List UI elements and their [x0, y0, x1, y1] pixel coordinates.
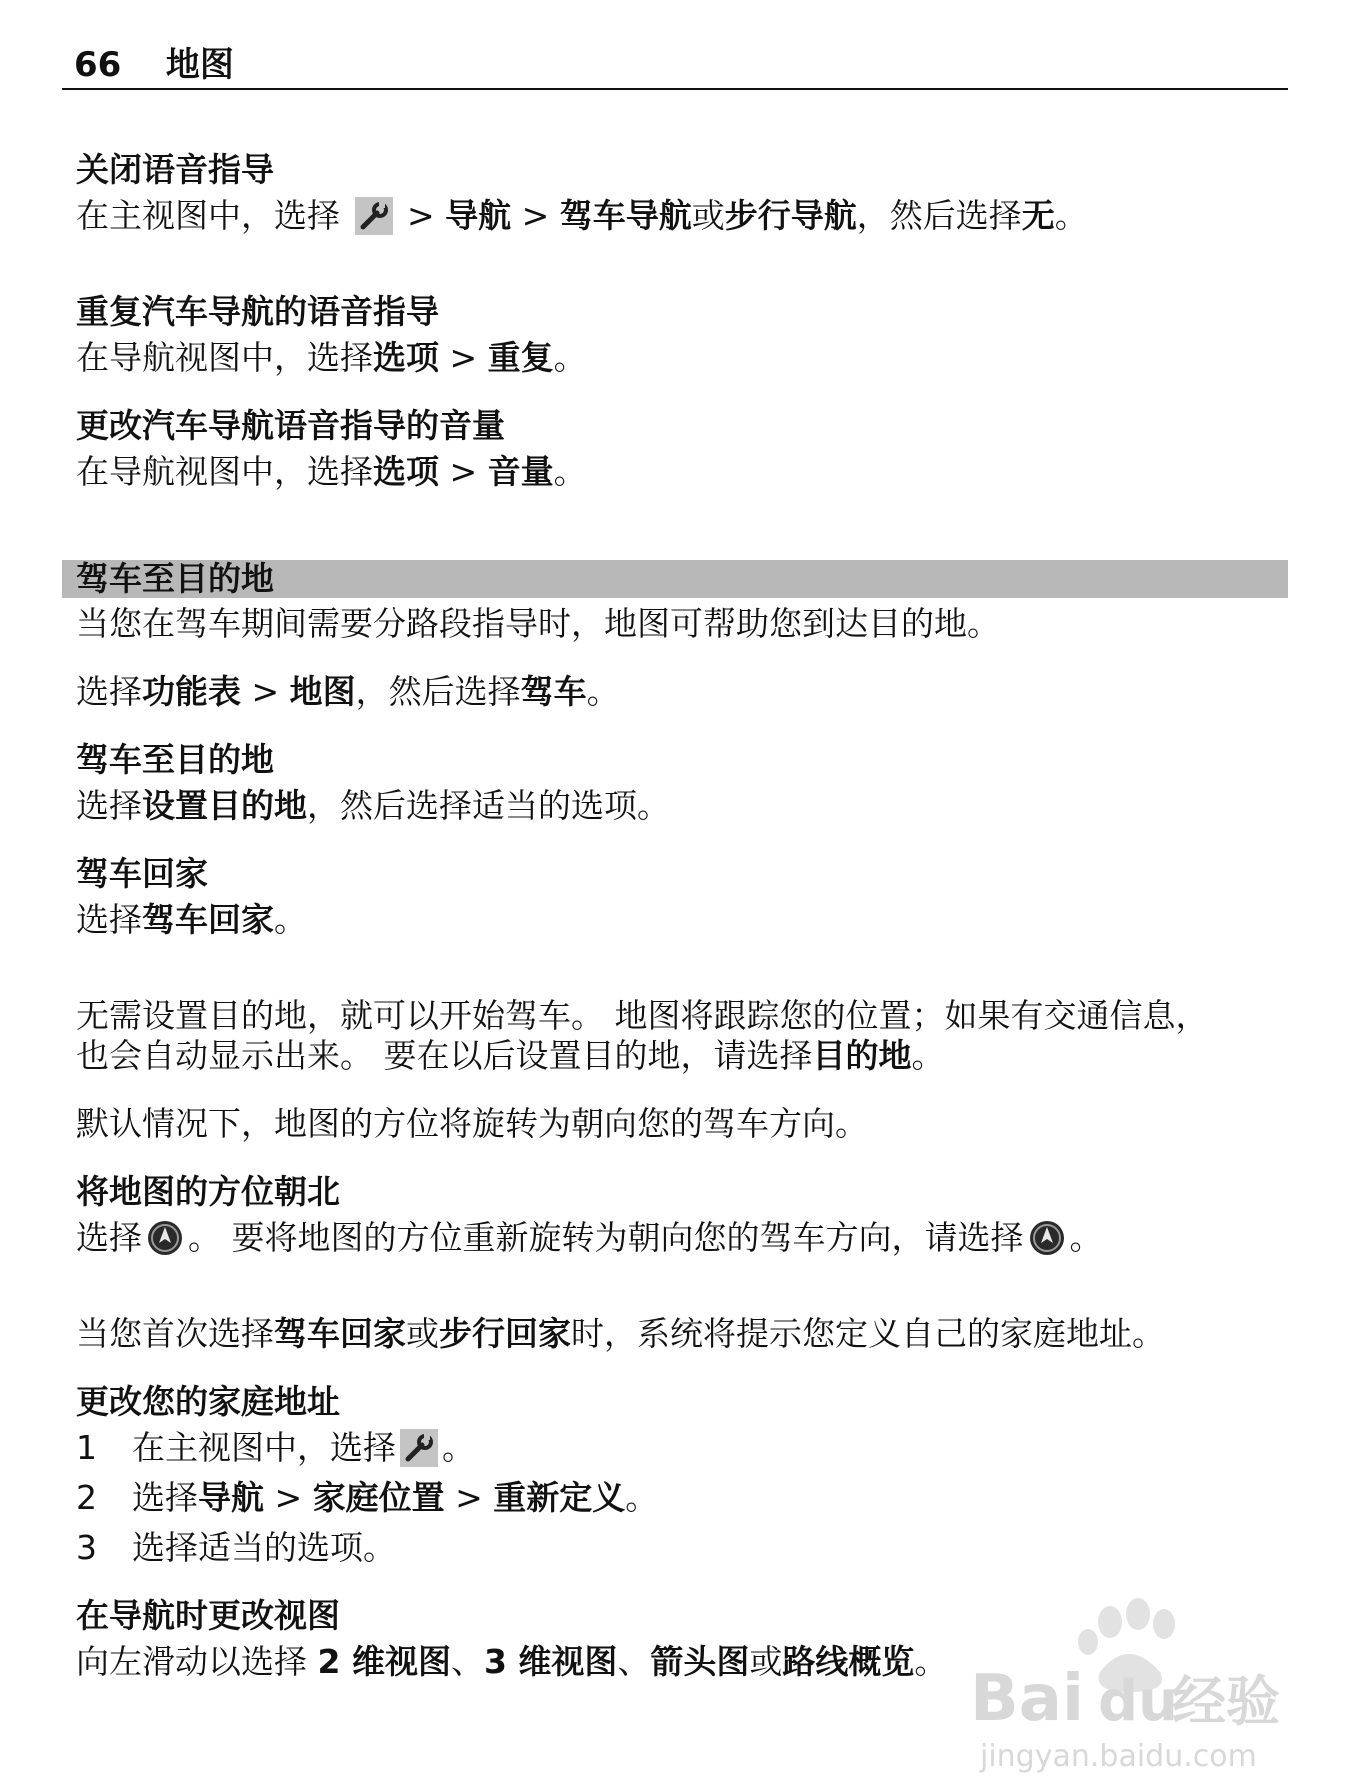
change-home-heading: 更改您的家庭地址 [76, 1382, 340, 1421]
text-fragment: 在主视图中，选择 [76, 196, 340, 235]
menu-term: 路线概览 [782, 1642, 915, 1681]
text-fragment: 选择 [132, 1478, 198, 1517]
section-title-bar [62, 560, 1288, 598]
text-fragment: 。 [911, 1036, 945, 1075]
menu-term: 音量 [487, 452, 554, 491]
text-fragment: 或 [406, 1314, 439, 1353]
change-view-text [76, 1642, 947, 1682]
menu-term: 设置目的地 [142, 786, 307, 825]
text-fragment: 或 [749, 1642, 783, 1681]
text-fragment: > [264, 1478, 313, 1517]
north-heading: 将地图的方位朝北 [76, 1172, 340, 1211]
repeat-heading: 重复汽车导航的语音指导 [76, 292, 439, 331]
compass-north-icon [1028, 1219, 1066, 1257]
orientation-text: 默认情况下，地图的方位将旋转为朝向您的驾车方向。 [76, 1104, 868, 1143]
text-fragment: 在导航视图中，选择 [76, 452, 373, 491]
text-fragment: 时，系统将提示您定义自己的家庭地址。 [571, 1314, 1165, 1353]
home-prompt-text [76, 1314, 1165, 1354]
page-number: 66 [74, 45, 122, 85]
menu-term: 3 维视图 [483, 1642, 618, 1681]
no-dest-line1: 无需设置目的地，就可以开始驾车。 地图将跟踪您的位置；如果有交通信息， [76, 996, 1209, 1035]
text-fragment: 在主视图中，选择 [132, 1428, 396, 1467]
text-fragment: 。 [553, 338, 587, 377]
drive-open-text [76, 672, 620, 712]
menu-term: 选项 [373, 338, 439, 377]
menu-term: 驾车回家 [142, 900, 274, 939]
step-number: 1 [76, 1428, 97, 1467]
menu-term: 驾车回家 [274, 1314, 406, 1353]
text-fragment: > [444, 1478, 494, 1517]
menu-term: 导航 [445, 196, 512, 235]
text-fragment: 。 [553, 452, 587, 491]
voice-off-text [76, 196, 1088, 236]
home-text [76, 900, 307, 940]
volume-heading: 更改汽车导航语音指导的音量 [76, 406, 505, 445]
step-2 [76, 1478, 658, 1518]
change-view-heading: 在导航时更改视图 [76, 1596, 340, 1635]
wrench-icon [355, 197, 393, 235]
text-fragment: 、 [450, 1642, 484, 1681]
watermark-brand: 经验 [1172, 1670, 1280, 1733]
watermark-brand: Bai [970, 1662, 1084, 1736]
text-fragment: > [439, 452, 488, 491]
text-fragment: > [511, 196, 560, 235]
menu-term: 步行导航 [724, 196, 857, 235]
text-fragment: 选择 [76, 1218, 142, 1257]
repeat-text [76, 338, 587, 378]
text-fragment: 、 [617, 1642, 651, 1681]
compass-north-icon [146, 1219, 184, 1257]
watermark-url: jingyan.baidu.com [980, 1739, 1257, 1774]
text-fragment: 。 [1054, 196, 1088, 235]
home-heading: 驾车回家 [76, 854, 208, 893]
text-fragment: 。 [914, 1642, 948, 1681]
chapter-title: 地图 [165, 45, 234, 85]
text-fragment: 。 [442, 1428, 475, 1467]
text-fragment: 。 [1069, 1218, 1103, 1257]
dest-text [76, 786, 670, 826]
menu-term: 驾车导航 [559, 196, 692, 235]
step-1 [76, 1428, 475, 1468]
menu-term: 选项 [373, 452, 439, 491]
dest-heading: 驾车至目的地 [76, 740, 274, 779]
voice-off-heading: 关闭语音指导 [76, 150, 274, 189]
text-fragment: 或 [691, 196, 725, 235]
text-fragment: 向左滑动以选择 [76, 1642, 318, 1681]
menu-term: 地图 [289, 672, 356, 711]
text-fragment: 也会自动显示出来。 要在以后设置目的地，请选择 [76, 1036, 813, 1075]
drive-intro: 当您在驾车期间需要分路段指导时，地图可帮助您到达目的地。 [76, 604, 1000, 643]
menu-term: 驾车 [520, 672, 587, 711]
step-number: 2 [76, 1478, 97, 1517]
text-fragment: 当您首次选择 [76, 1314, 274, 1353]
menu-term: 家庭位置 [312, 1478, 445, 1517]
text-fragment: 。 [274, 900, 307, 939]
section-title: 驾车至目的地 [76, 559, 274, 598]
north-text [76, 1218, 1103, 1258]
text-fragment: 在导航视图中，选择 [76, 338, 373, 377]
text-fragment: 。 [625, 1478, 659, 1517]
menu-term: 导航 [198, 1478, 264, 1517]
menu-term: 重复 [487, 338, 554, 377]
volume-text [76, 452, 587, 492]
text-fragment: ，然后选择 [355, 672, 521, 711]
text-fragment: ，然后选择 [856, 196, 1022, 235]
menu-term: 重新定义 [493, 1478, 626, 1517]
watermark-brand: du [1098, 1669, 1178, 1734]
step-3 [76, 1528, 396, 1568]
menu-term: 功能表 [142, 672, 241, 711]
baidu-watermark [960, 1580, 1290, 1780]
menu-term: 箭头图 [650, 1642, 750, 1681]
text-fragment: ，然后选择适当的选项。 [307, 786, 670, 825]
text-fragment: 选择 [76, 900, 142, 939]
text-fragment: > [439, 338, 488, 377]
text-fragment: > [241, 672, 290, 711]
text-fragment: > [407, 196, 446, 235]
text-fragment: 选择适当的选项。 [132, 1528, 396, 1567]
wrench-icon [400, 1429, 438, 1467]
page-header [62, 42, 1288, 90]
menu-term: 步行回家 [439, 1314, 571, 1353]
no-dest-line2 [76, 1036, 945, 1076]
menu-term: 无 [1021, 196, 1055, 235]
text-fragment: 。 [586, 672, 620, 711]
text-fragment: 选择 [76, 672, 142, 711]
step-number: 3 [76, 1528, 97, 1567]
text-fragment: 选择 [76, 786, 142, 825]
menu-term: 目的地 [812, 1036, 912, 1075]
text-fragment: 。 要将地图的方位重新旋转为朝向您的驾车方向，请选择 [188, 1218, 1024, 1257]
menu-term: 2 维视图 [317, 1642, 451, 1681]
